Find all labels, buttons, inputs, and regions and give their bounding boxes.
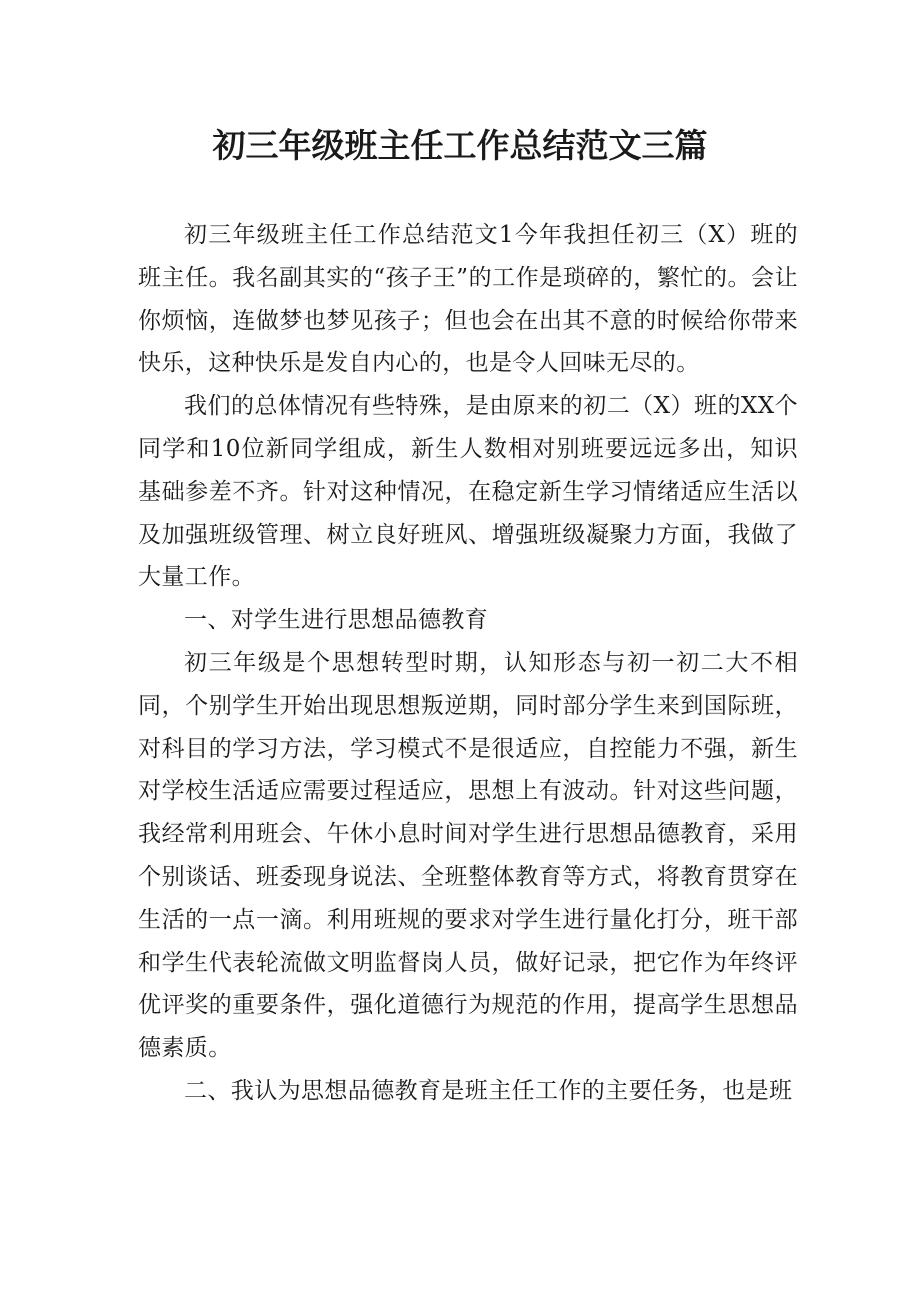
paragraph-intro: 初三年级班主任工作总结范文1今年我担任初三（X）班的班主任。我名副其实的“孩子王”的工作是琐碎的，繁忙的。会让你烦恼，连做梦也梦见孩子；但也会在出其不意的时候给你带来快乐，这种快乐是发自内心的，也是令人回味无尽的。 <box>138 222 798 377</box>
paragraph-class-situation: 我们的总体情况有些特殊，是由原来的初二（X）班的XX个同学和10位新同学组成，新生人数相对别班要远远多出，知识基础参差不齐。针对这种情况，在稳定新生学习情绪适应生活以及加强班级管理、树立良好班风、增强班级凝聚力方面，我做了大量工作。 <box>138 393 798 591</box>
document-title: 初三年级班主任工作总结范文三篇 <box>212 126 708 165</box>
document-body <box>138 214 798 1113</box>
section-heading-main-task: 二、我认为思想品德教育是班主任工作的主要任务，也是班 <box>184 1077 793 1104</box>
section-heading-moral-education: 一、对学生进行思想品德教育 <box>184 607 489 634</box>
paragraph-moral-education: 初三年级是个思想转型时期，认知形态与初一初二大不相同，个别学生开始出现思想叛逆期，同时部分学生来到国际班，对科目的学习方法，学习模式不是很适应，自控能力不强，新生对学校生活适应需要过程适应，思想上有波动。针对这些问题，我经常利用班会、午休小息时间对学生进行思想品德教育，采用个别谈话、班委现身说法、全班整体教育等方式，将教育贯穿在生活的一点一滴。利用班规的要求对学生进行量化打分，班干部和学生代表轮流做文明监督岗人员，做好记录，把它作为年终评优评奖的重要条件，强化道德行为规范的作用，提高学生思想品德素质。 <box>138 649 798 1062</box>
